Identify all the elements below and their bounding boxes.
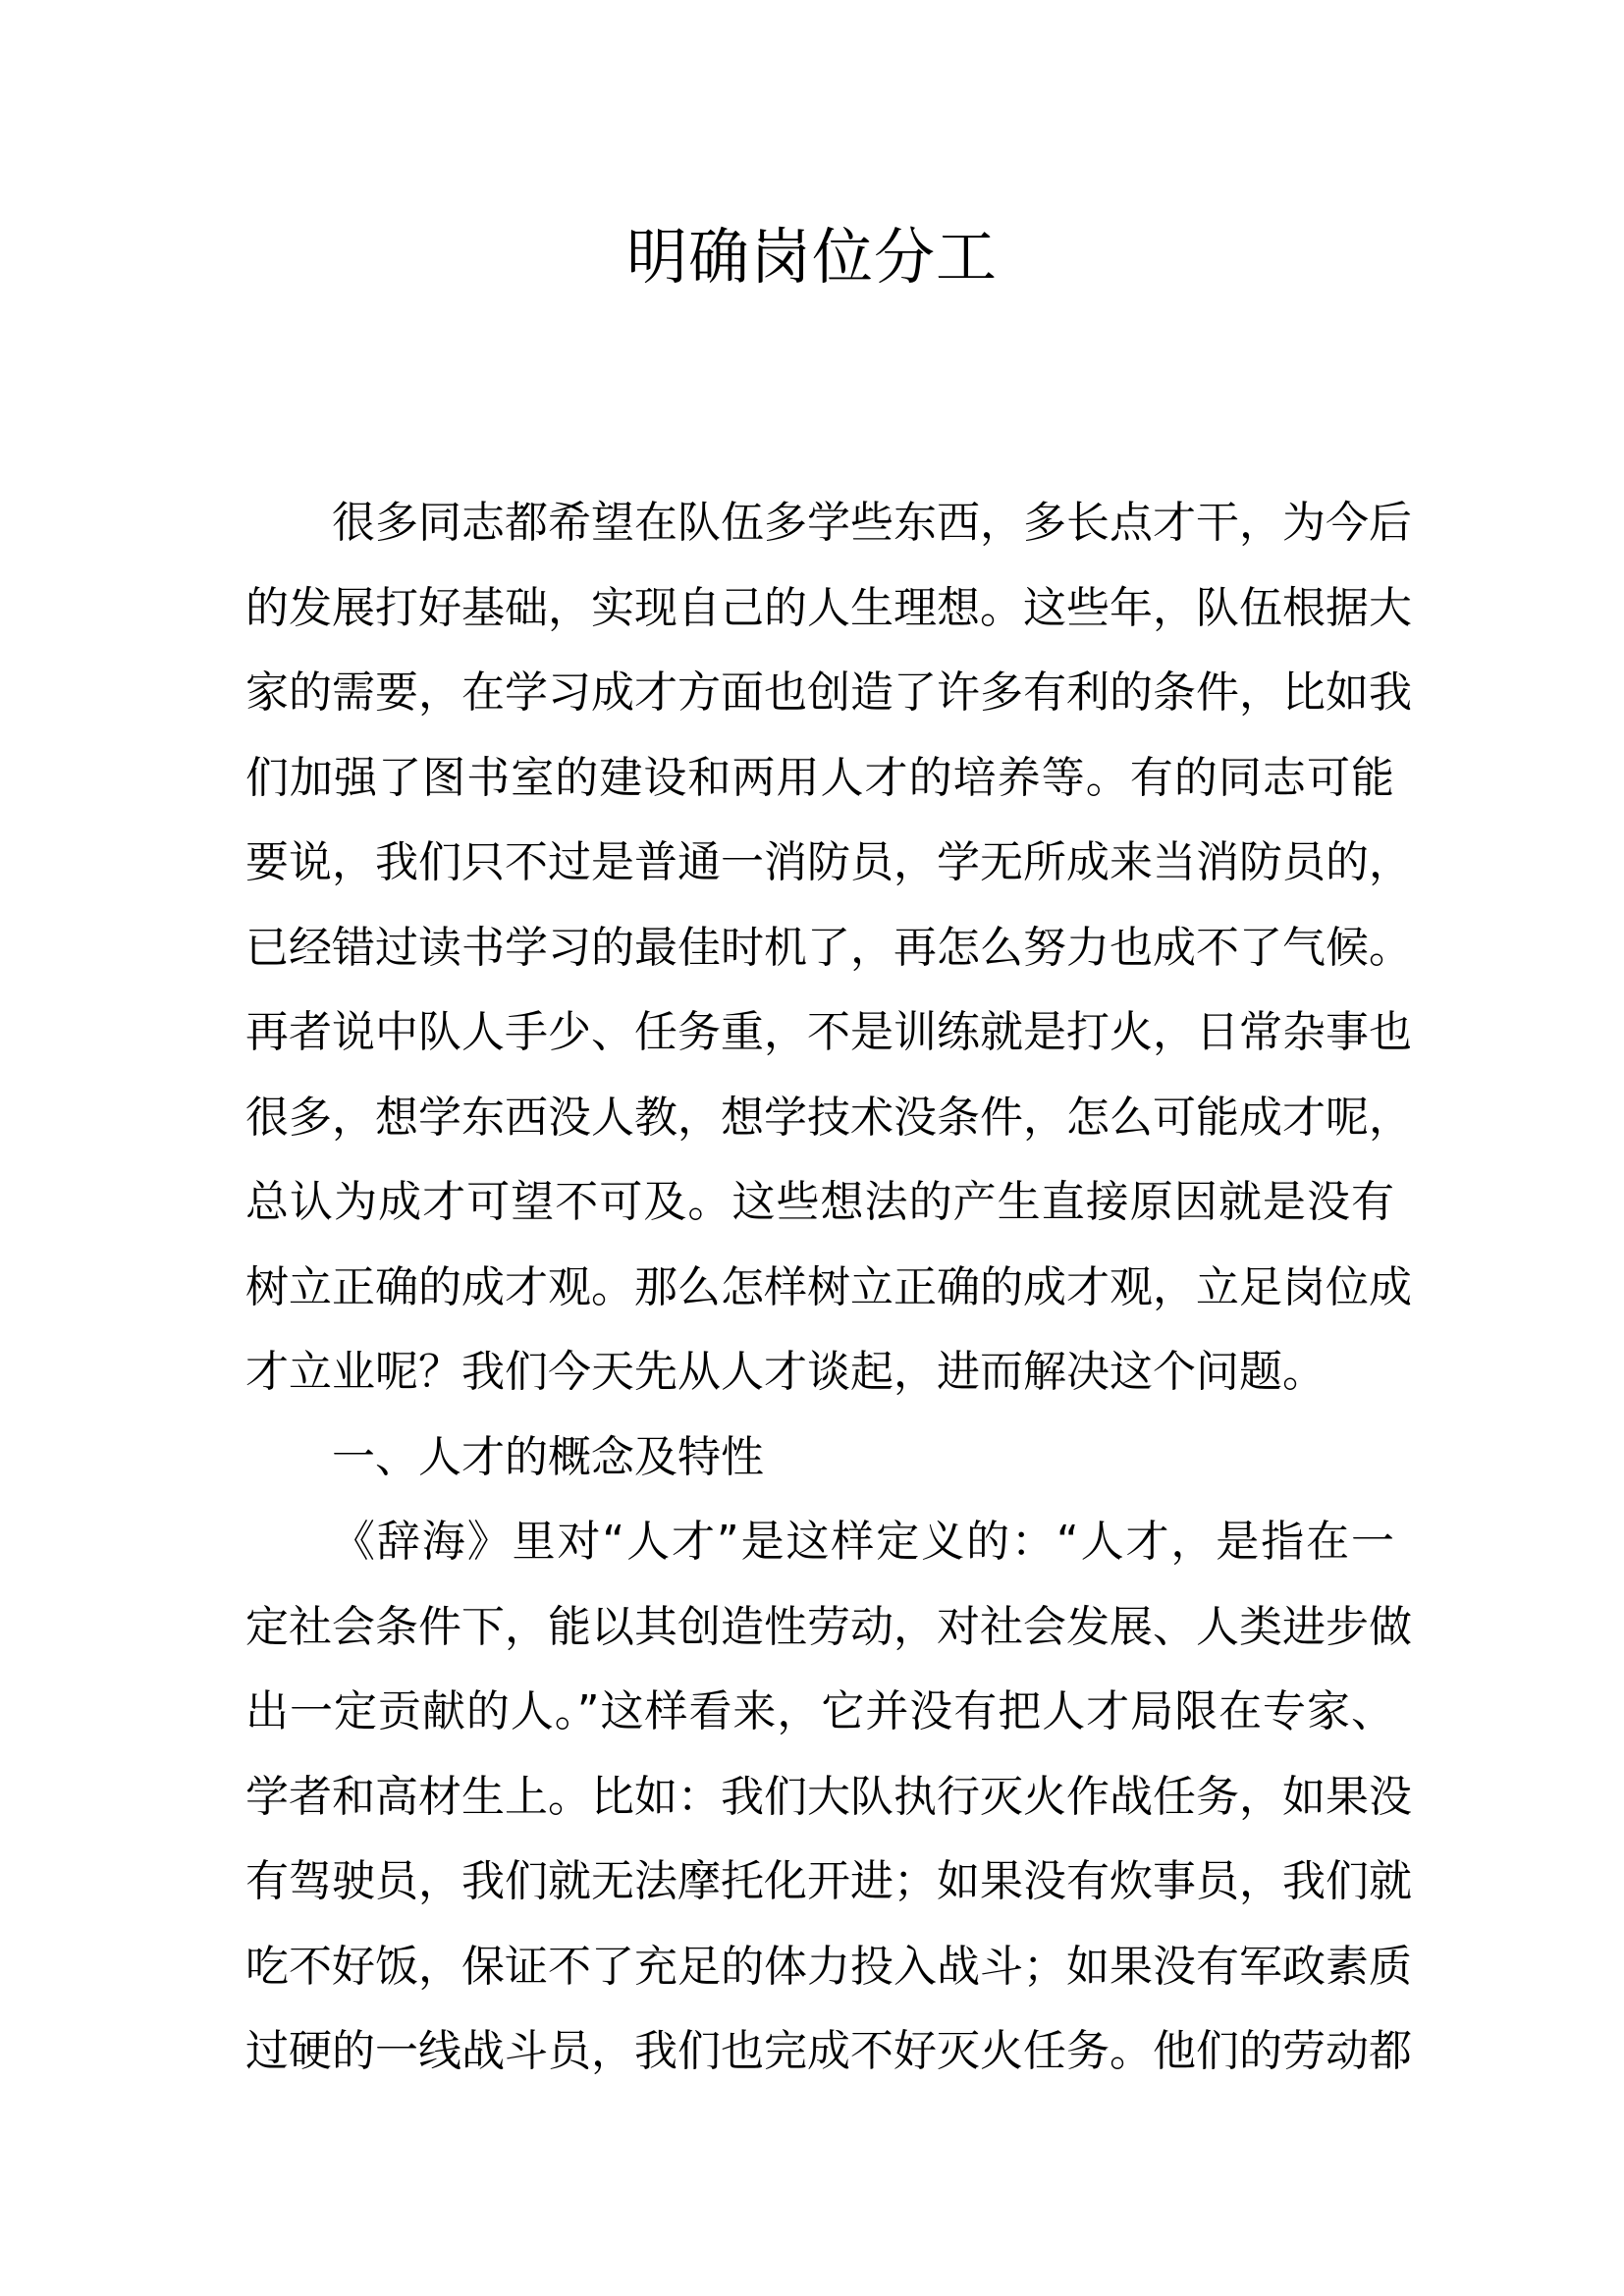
paragraph-2-line-3: 出一定贡献的人。”这样看来，它并没有把人才局限在专家、	[245, 1686, 1394, 1736]
paragraph-2-line-5: 有驾驶员，我们就无法摩托化开进；如果没有炊事员，我们就	[245, 1856, 1412, 1906]
paragraph-1-line-7: 再者说中队人手少、任务重，不是训练就是打火，日常杂事也	[245, 1007, 1412, 1057]
paragraph-2-line-1: 《辞海》里对“人才”是这样定义的：“人才，是指在一	[332, 1517, 1394, 1567]
paragraph-2-line-6: 吃不好饭，保证不了充足的体力投入战斗；如果没有军政素质	[245, 1941, 1412, 1992]
document-body	[245, 481, 1412, 2095]
paragraph-1-line-1: 很多同志都希望在队伍多学些东西，多长点才干，为今后	[332, 498, 1412, 548]
paragraph-1-line-2: 的发展打好基础，实现自己的人生理想。这些年，队伍根据大	[245, 582, 1412, 633]
paragraph-1-line-6: 已经错过读书学习的最佳时机了，再怎么努力也成不了气候。	[245, 922, 1412, 973]
paragraph-1-line-8: 很多，想学东西没人教，想学技术没条件，怎么可能成才呢，	[245, 1092, 1412, 1143]
paragraph-1-line-10: 树立正确的成才观。那么怎样树立正确的成才观，立足岗位成	[245, 1261, 1412, 1312]
paragraph-2-line-2: 定社会条件下，能以其创造性劳动，对社会发展、人类进步做	[245, 1601, 1412, 1652]
paragraph-1-line-3: 家的需要，在学习成才方面也创造了许多有利的条件，比如我	[245, 667, 1412, 718]
paragraph-1-line-5: 要说，我们只不过是普通一消防员，学无所成来当消防员的，	[245, 837, 1412, 887]
document-title: 明确岗位分工	[625, 221, 998, 293]
paragraph-1-line-11: 才立业呢？我们今天先从人才谈起，进而解决这个问题。	[245, 1347, 1326, 1397]
paragraph-2-line-4: 学者和高材生上。比如：我们大队执行灭火作战任务，如果没	[245, 1771, 1412, 1822]
section-heading: 一、人才的概念及特性	[332, 1431, 764, 1482]
paragraph-1-line-4: 们加强了图书室的建设和两用人才的培养等。有的同志可能	[245, 752, 1394, 803]
paragraph-2-line-7: 过硬的一线战斗员，我们也完成不好灭火任务。他们的劳动都	[245, 2026, 1412, 2076]
paragraph-1-line-9: 总认为成才可望不可及。这些想法的产生直接原因就是没有	[245, 1177, 1394, 1227]
